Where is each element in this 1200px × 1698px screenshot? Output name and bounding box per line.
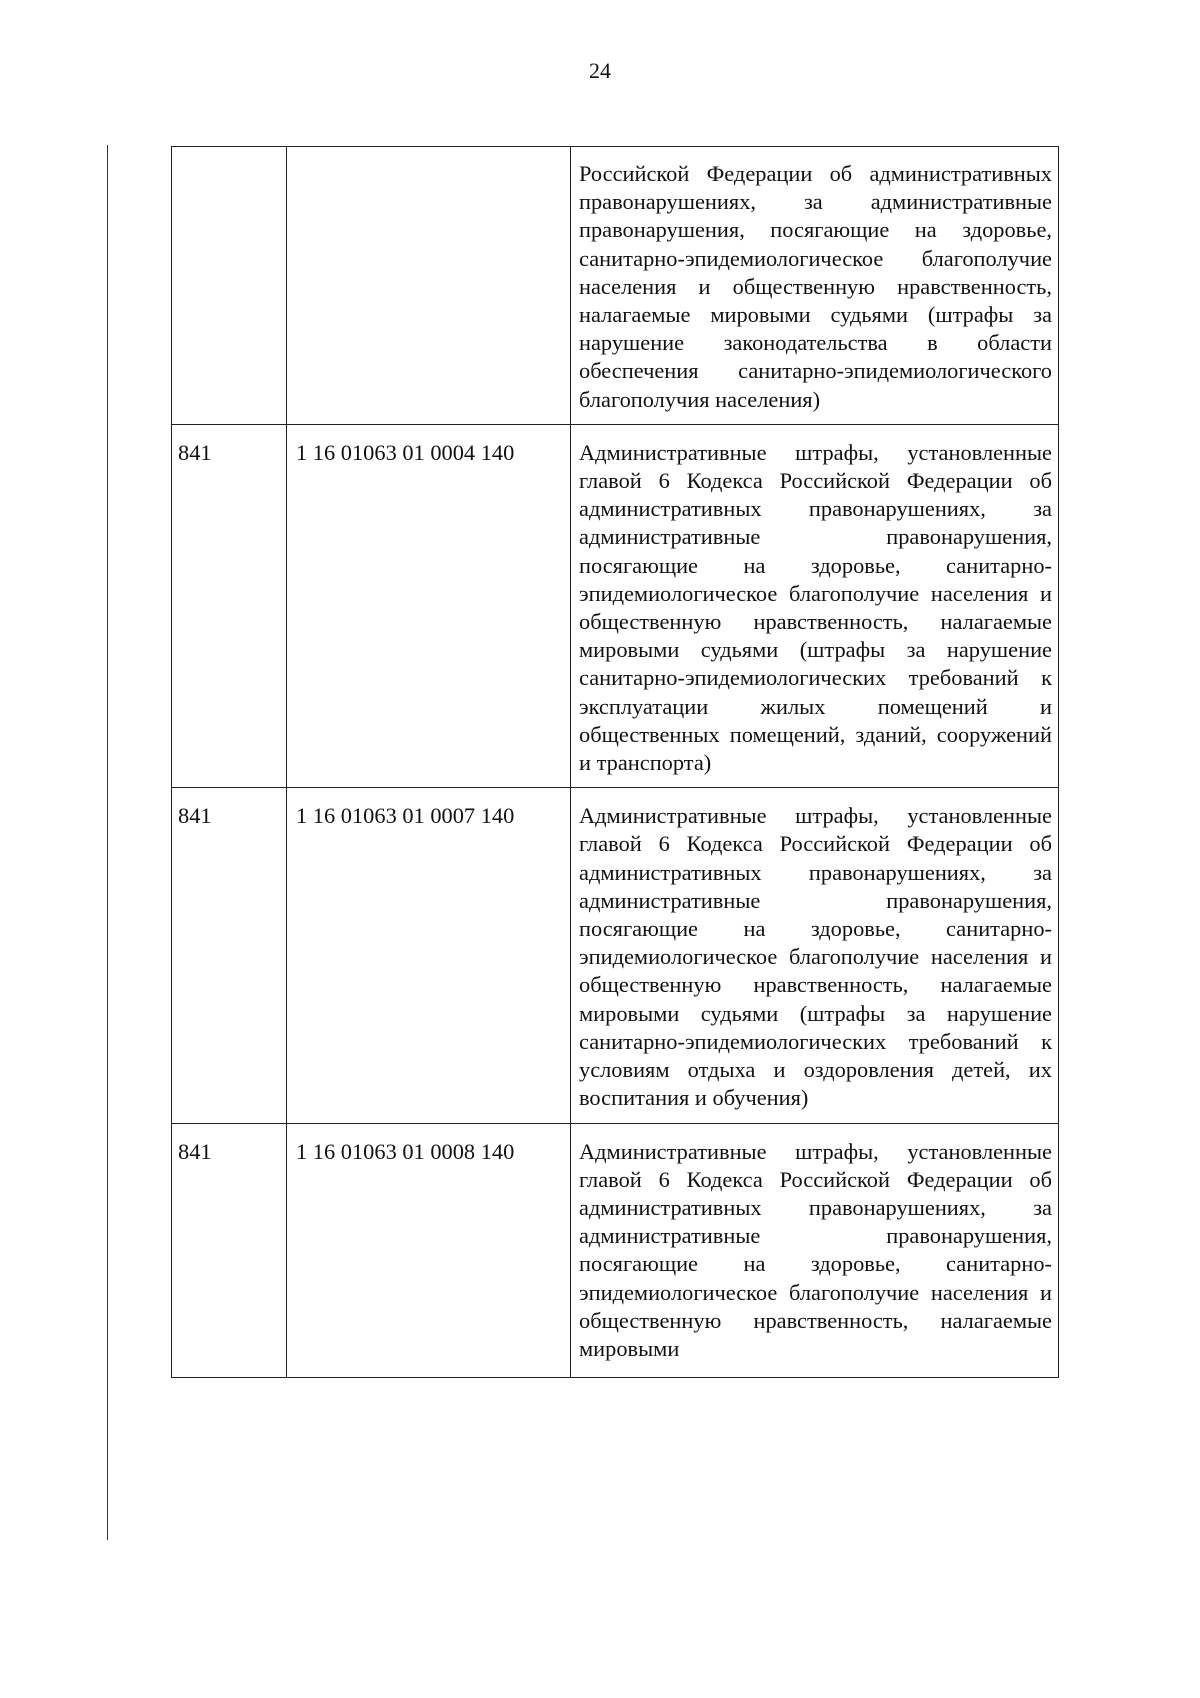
table-row	[172, 147, 1059, 425]
admin-code-cell: 841	[172, 424, 287, 787]
margin-line	[107, 145, 108, 1540]
budget-code-cell	[287, 147, 571, 425]
admin-code-cell: 841	[172, 788, 287, 1123]
admin-code-cell	[172, 147, 287, 425]
budget-codes-table	[171, 146, 1059, 1378]
description-cell	[571, 147, 1059, 425]
budget-code-cell: 1 16 01063 01 0008 140	[287, 1123, 571, 1378]
description-text: Административные штрафы, установленные главой 6 Кодекса Российской Федерации об административных правонарушениях, за административные правонарушения, посягающие на здоровье, санитарно-эпидемиологическое благополучие населения и общественную нравственность, налагаемые мировыми судьями (штрафы за нарушение санитарно-эпидемиологических требований к условиям отдыха и оздоровления детей, их воспитания и обучения)	[579, 803, 1052, 1111]
description-text: Административные штрафы, установленные главой 6 Кодекса Российской Федерации об административных правонарушениях, за административные правонарушения, посягающие на здоровье, санитарно-эпидемиологическое благополучие населения и общественную нравственность, налагаемые мировыми судьями (штрафы за нарушение санитарно-эпидемиологических требований к эксплуатации жилых помещений и общественных помещений, зданий, сооружений и транспорта)	[579, 439, 1052, 776]
description-cell	[571, 1123, 1059, 1378]
budget-code-cell: 1 16 01063 01 0004 140	[287, 424, 571, 787]
page-number: 24	[589, 58, 611, 83]
budget-code-cell: 1 16 01063 01 0007 140	[287, 788, 571, 1123]
description-cell	[571, 788, 1059, 1123]
description-text: Российской Федерации об административных правонарушениях, за административные правонарушения, посягающие на здоровье, санитарно-эпидемиологическое благополучие населения и общественную нравственность, налагаемые мировыми судьями (штрафы за нарушение законодательства в области обеспечения санитарно-эпидемиологического благополучия населения)	[579, 161, 1052, 412]
admin-code-cell: 841	[172, 1123, 287, 1378]
description-cell	[571, 424, 1059, 787]
description-text: Административные штрафы, установленные главой 6 Кодекса Российской Федерации об административных правонарушениях, за административные правонарушения, посягающие на здоровье, санитарно-эпидемиологическое благополучие населения и общественную нравственность, налагаемые мировыми	[579, 1138, 1052, 1361]
table-row	[172, 424, 1059, 787]
table-row	[172, 1123, 1059, 1378]
table-row	[172, 788, 1059, 1123]
